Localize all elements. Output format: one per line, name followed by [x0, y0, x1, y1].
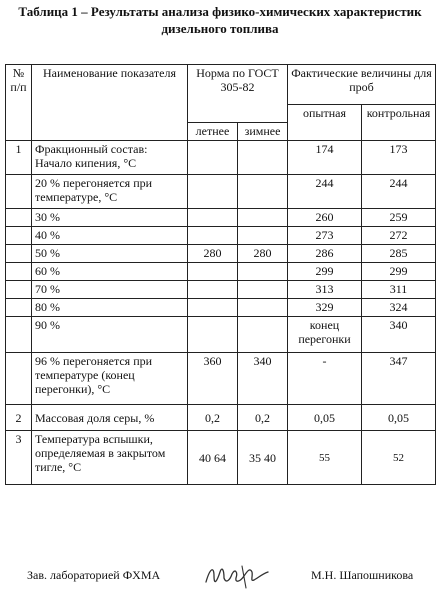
row-control: 272 [362, 227, 436, 245]
row-winter: 280 [238, 245, 288, 263]
table-row [6, 175, 436, 209]
title-line-1: Таблица 1 – Результаты анализа физико-химических характеристик [18, 4, 422, 19]
row-winter: 35 40 [238, 431, 288, 485]
row-experimental: 55 [288, 431, 362, 485]
header-experimental: опытная [288, 105, 362, 141]
row-control: 0,05 [362, 405, 436, 431]
row-summer: 0,2 [188, 405, 238, 431]
row-experimental: 260 [288, 209, 362, 227]
row-num [6, 175, 32, 209]
row-control: 259 [362, 209, 436, 227]
table-row [6, 245, 436, 263]
row-summer [188, 281, 238, 299]
row-winter [238, 141, 288, 175]
header-summer: летнее [188, 123, 238, 141]
row-num [6, 299, 32, 317]
table-row [6, 281, 436, 299]
row-control: 299 [362, 263, 436, 281]
row-experimental: 273 [288, 227, 362, 245]
row-name: Массовая доля серы, % [32, 405, 188, 431]
table-row [6, 209, 436, 227]
row-winter [238, 175, 288, 209]
header-name: Наименование показателя [32, 65, 188, 141]
table-row [6, 141, 436, 175]
row-name: 30 % [32, 209, 188, 227]
row-control: 340 [362, 317, 436, 353]
row-num [6, 353, 32, 405]
row-name: 96 % перегоняется при температуре (конец перегонки), °С [32, 353, 188, 405]
row-summer [188, 175, 238, 209]
row-experimental: 299 [288, 263, 362, 281]
row-winter [238, 317, 288, 353]
row-num: 2 [6, 405, 32, 431]
title-line-2: дизельного топлива [161, 21, 279, 36]
table-row [6, 299, 436, 317]
row-experimental: 0,05 [288, 405, 362, 431]
header-num: № п/п [6, 65, 32, 141]
row-num [6, 209, 32, 227]
row-winter [238, 209, 288, 227]
row-control: 347 [362, 353, 436, 405]
row-summer: 360 [188, 353, 238, 405]
row-summer: 40 64 [188, 431, 238, 485]
signer-name: М.Н. Шапошникова [311, 568, 414, 582]
row-control: 324 [362, 299, 436, 317]
signature-block [0, 562, 440, 592]
table-row [6, 353, 436, 405]
row-control: 244 [362, 175, 436, 209]
row-summer [188, 317, 238, 353]
row-winter [238, 227, 288, 245]
row-num [6, 227, 32, 245]
row-summer [188, 141, 238, 175]
row-name: 70 % [32, 281, 188, 299]
row-control: 311 [362, 281, 436, 299]
row-winter: 0,2 [238, 405, 288, 431]
row-experimental: 244 [288, 175, 362, 209]
table-row [6, 431, 436, 485]
header-control: контрольная [362, 105, 436, 141]
table-row [6, 405, 436, 431]
row-num: 1 [6, 141, 32, 175]
header-norm: Норма по ГОСТ 305-82 [188, 65, 288, 123]
row-num [6, 317, 32, 353]
table-row [6, 263, 436, 281]
row-num [6, 245, 32, 263]
table-row [6, 227, 436, 245]
position-label: Зав. лабораторией ФХМА [27, 568, 161, 582]
row-summer [188, 299, 238, 317]
row-name: 90 % [32, 317, 188, 353]
row-num [6, 281, 32, 299]
row-winter [238, 299, 288, 317]
row-name: Температура вспышки, определяемая в закрытом тигле, °С [32, 431, 188, 485]
row-name: 60 % [32, 263, 188, 281]
row-num: 3 [6, 431, 32, 485]
results-table [5, 64, 436, 485]
row-control: 52 [362, 431, 436, 485]
header-winter: зимнее [238, 123, 288, 141]
row-num [6, 263, 32, 281]
row-name: 20 % перегоняется при температуре, °С [32, 175, 188, 209]
row-name: Фракционный состав: Начало кипения, °С [32, 141, 188, 175]
row-summer: 280 [188, 245, 238, 263]
row-experimental: - [288, 353, 362, 405]
row-experimental: 174 [288, 141, 362, 175]
row-experimental: 286 [288, 245, 362, 263]
row-experimental: 313 [288, 281, 362, 299]
row-experimental: 329 [288, 299, 362, 317]
row-winter: 340 [238, 353, 288, 405]
row-name: 50 % [32, 245, 188, 263]
row-summer [188, 209, 238, 227]
row-winter [238, 263, 288, 281]
table-title [0, 3, 440, 37]
row-winter [238, 281, 288, 299]
row-control: 285 [362, 245, 436, 263]
row-name: 40 % [32, 227, 188, 245]
row-summer [188, 227, 238, 245]
row-name: 80 % [32, 299, 188, 317]
table-row [6, 317, 436, 353]
header-actual: Фактические величины для проб [288, 65, 436, 105]
row-summer [188, 263, 238, 281]
row-experimental: конец перегонки [288, 317, 362, 353]
handwritten-signature [202, 562, 272, 590]
row-control: 173 [362, 141, 436, 175]
